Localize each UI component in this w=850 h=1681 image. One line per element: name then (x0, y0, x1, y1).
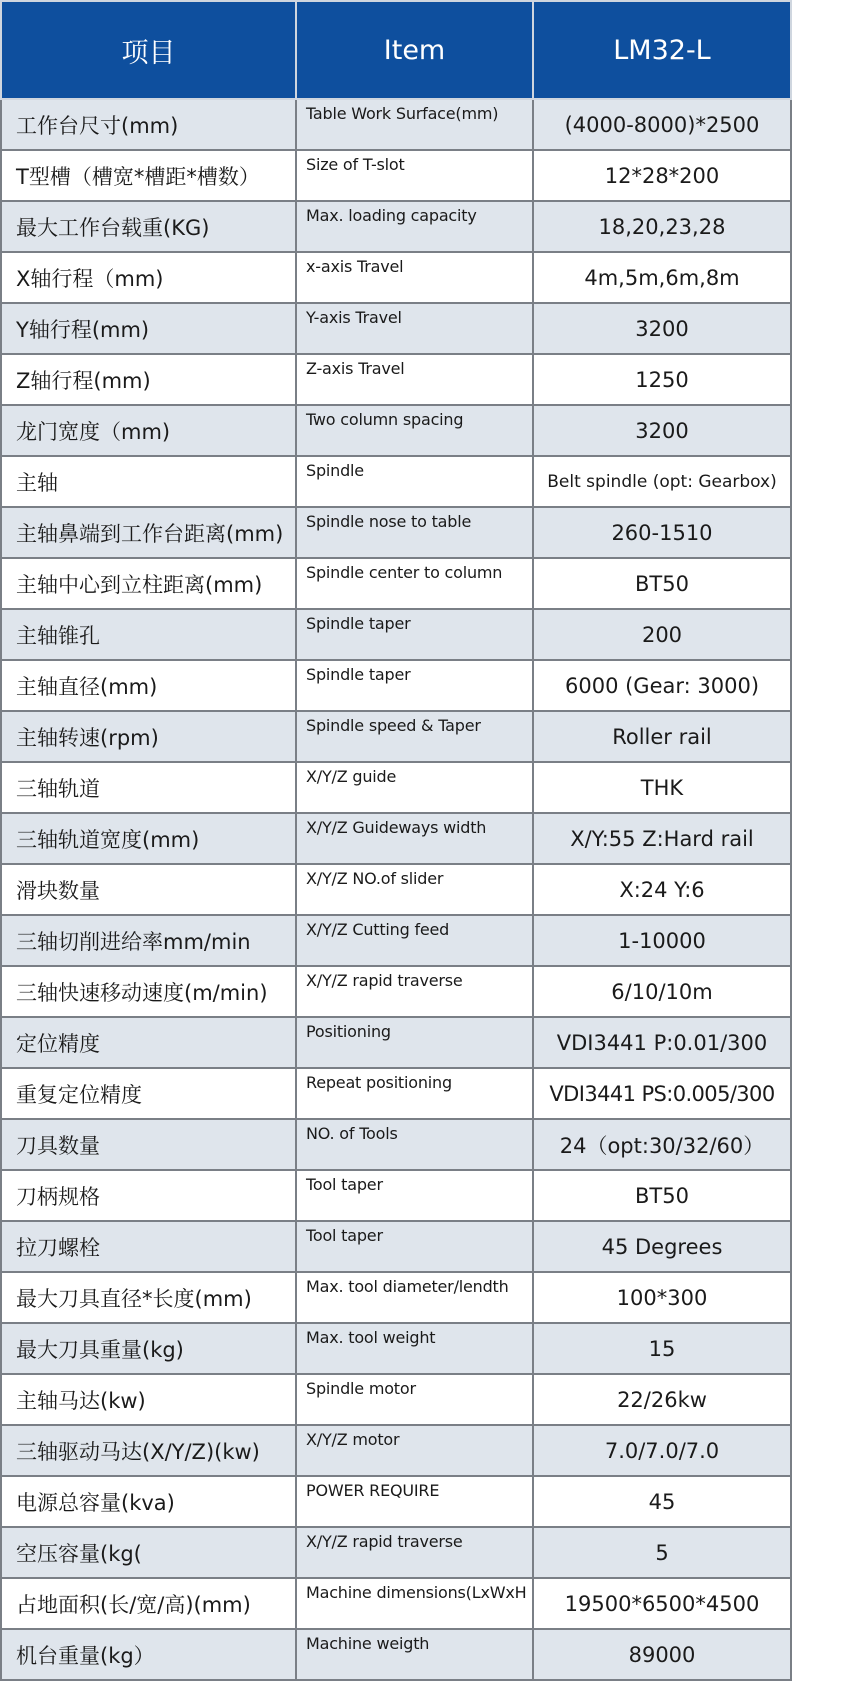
spec-value: 22/26kw (533, 1374, 791, 1425)
spec-name-cn: 最大刀具重量(kg) (1, 1323, 296, 1374)
spec-value: 45 Degrees (533, 1221, 791, 1272)
header-model: LM32-L (533, 1, 791, 99)
spec-name-cn: T型槽（槽宽*槽距*槽数） (1, 150, 296, 201)
spec-name-cn: 空压容量(kg( (1, 1527, 296, 1578)
table-row (1, 1068, 791, 1119)
spec-name-en: Machine dimensions(LxWxH (296, 1578, 533, 1629)
spec-value: X:24 Y:6 (533, 864, 791, 915)
spec-name-cn: 拉刀螺栓 (1, 1221, 296, 1272)
table-row (1, 1017, 791, 1068)
table-row (1, 1323, 791, 1374)
spec-name-en: Tool taper (296, 1221, 533, 1272)
spec-name-en: Max. tool diameter/lendth (296, 1272, 533, 1323)
spec-name-cn: X轴行程（mm) (1, 252, 296, 303)
spec-name-en: Max. tool weight (296, 1323, 533, 1374)
spec-name-cn: 三轴驱动马达(X/Y/Z)(kw) (1, 1425, 296, 1476)
table-row (1, 1221, 791, 1272)
spec-value: 4m,5m,6m,8m (533, 252, 791, 303)
spec-name-en: X/Y/Z rapid traverse (296, 966, 533, 1017)
spec-value: BT50 (533, 558, 791, 609)
spec-value: 15 (533, 1323, 791, 1374)
header-row (1, 1, 791, 99)
spec-value: Roller rail (533, 711, 791, 762)
spec-name-cn: Y轴行程(mm) (1, 303, 296, 354)
spec-name-en: Spindle (296, 456, 533, 507)
spec-name-cn: 主轴锥孔 (1, 609, 296, 660)
table-row (1, 201, 791, 252)
spec-value: Belt spindle (opt: Gearbox) (533, 456, 791, 507)
spec-name-en: Max. loading capacity (296, 201, 533, 252)
table-row (1, 609, 791, 660)
spec-value: 12*28*200 (533, 150, 791, 201)
table-row (1, 1629, 791, 1680)
spec-name-en: Positioning (296, 1017, 533, 1068)
spec-value: 6/10/10m (533, 966, 791, 1017)
spec-name-cn: 工作台尺寸(mm) (1, 99, 296, 150)
spec-name-en: Spindle taper (296, 609, 533, 660)
spec-name-en: Table Work Surface(mm) (296, 99, 533, 150)
spec-name-cn: 定位精度 (1, 1017, 296, 1068)
spec-name-cn: 滑块数量 (1, 864, 296, 915)
spec-name-en: NO. of Tools (296, 1119, 533, 1170)
spec-name-en: x-axis Travel (296, 252, 533, 303)
spec-value: 45 (533, 1476, 791, 1527)
table-row (1, 252, 791, 303)
spec-value: BT50 (533, 1170, 791, 1221)
table-row (1, 915, 791, 966)
table-row (1, 99, 791, 150)
spec-name-en: X/Y/Z Cutting feed (296, 915, 533, 966)
table-row (1, 1119, 791, 1170)
table-row (1, 966, 791, 1017)
table-row (1, 354, 791, 405)
table-row (1, 405, 791, 456)
table-row (1, 1272, 791, 1323)
table-row (1, 711, 791, 762)
spec-name-cn: 刀柄规格 (1, 1170, 296, 1221)
table-row (1, 1170, 791, 1221)
spec-name-cn: 三轴轨道宽度(mm) (1, 813, 296, 864)
table-row (1, 660, 791, 711)
spec-name-cn: 主轴鼻端到工作台距离(mm) (1, 507, 296, 558)
table-row (1, 1425, 791, 1476)
spec-name-cn: 主轴中心到立柱距离(mm) (1, 558, 296, 609)
spec-name-en: Spindle speed & Taper (296, 711, 533, 762)
spec-name-cn: 机台重量(kg） (1, 1629, 296, 1680)
spec-name-en: Machine weigth (296, 1629, 533, 1680)
spec-name-cn: 三轴轨道 (1, 762, 296, 813)
spec-name-en: Spindle nose to table (296, 507, 533, 558)
spec-name-cn: 刀具数量 (1, 1119, 296, 1170)
table-row (1, 813, 791, 864)
spec-value: 6000 (Gear: 3000) (533, 660, 791, 711)
spec-value: 5 (533, 1527, 791, 1578)
spec-value: 24（opt:30/32/60） (533, 1119, 791, 1170)
spec-name-cn: 最大工作台载重(KG) (1, 201, 296, 252)
table-row (1, 1374, 791, 1425)
spec-value: 100*300 (533, 1272, 791, 1323)
spec-name-cn: 主轴转速(rpm) (1, 711, 296, 762)
spec-name-cn: 龙门宽度（mm) (1, 405, 296, 456)
spec-name-en: X/Y/Z guide (296, 762, 533, 813)
spec-value: VDI3441 PS:0.005/300 (533, 1068, 791, 1119)
spec-name-cn: 电源总容量(kva) (1, 1476, 296, 1527)
spec-name-en: Y-axis Travel (296, 303, 533, 354)
spec-name-en: Spindle center to column (296, 558, 533, 609)
spec-name-en: POWER REQUIRE (296, 1476, 533, 1527)
spec-name-en: X/Y/Z rapid traverse (296, 1527, 533, 1578)
table-row (1, 1527, 791, 1578)
spec-value: 200 (533, 609, 791, 660)
spec-name-en: Spindle taper (296, 660, 533, 711)
spec-name-en: Tool taper (296, 1170, 533, 1221)
spec-name-en: Two column spacing (296, 405, 533, 456)
spec-name-cn: 主轴马达(kw) (1, 1374, 296, 1425)
spec-value: 1250 (533, 354, 791, 405)
table-row (1, 762, 791, 813)
spec-name-cn: 重复定位精度 (1, 1068, 296, 1119)
spec-body (1, 99, 791, 1680)
spec-value: 3200 (533, 303, 791, 354)
spec-name-en: X/Y/Z NO.of slider (296, 864, 533, 915)
spec-value: 3200 (533, 405, 791, 456)
spec-name-cn: 三轴切削进给率mm/min (1, 915, 296, 966)
spec-value: THK (533, 762, 791, 813)
spec-value: VDI3441 P:0.01/300 (533, 1017, 791, 1068)
spec-name-cn: 最大刀具直径*长度(mm) (1, 1272, 296, 1323)
header-item: Item (296, 1, 533, 99)
spec-name-en: X/Y/Z motor (296, 1425, 533, 1476)
table-row (1, 150, 791, 201)
table-row (1, 1578, 791, 1629)
table-row (1, 303, 791, 354)
table-row (1, 864, 791, 915)
spec-name-cn: 三轴快速移动速度(m/min) (1, 966, 296, 1017)
spec-name-cn: 主轴直径(mm) (1, 660, 296, 711)
spec-name-en: X/Y/Z Guideways width (296, 813, 533, 864)
spec-value: (4000-8000)*2500 (533, 99, 791, 150)
header-cn: 项目 (1, 1, 296, 99)
spec-name-cn: 主轴 (1, 456, 296, 507)
spec-name-cn: Z轴行程(mm) (1, 354, 296, 405)
spec-name-en: Spindle motor (296, 1374, 533, 1425)
spec-value: 89000 (533, 1629, 791, 1680)
table-row (1, 456, 791, 507)
table-row (1, 558, 791, 609)
table-row (1, 1476, 791, 1527)
spec-name-cn: 占地面积(长/宽/高)(mm) (1, 1578, 296, 1629)
spec-value: 19500*6500*4500 (533, 1578, 791, 1629)
spec-value: X/Y:55 Z:Hard rail (533, 813, 791, 864)
spec-value: 18,20,23,28 (533, 201, 791, 252)
spec-name-en: Size of T-slot (296, 150, 533, 201)
spec-value: 1-10000 (533, 915, 791, 966)
spec-name-en: Repeat positioning (296, 1068, 533, 1119)
spec-value: 260-1510 (533, 507, 791, 558)
table-row (1, 507, 791, 558)
spec-value: 7.0/7.0/7.0 (533, 1425, 791, 1476)
spec-name-en: Z-axis Travel (296, 354, 533, 405)
